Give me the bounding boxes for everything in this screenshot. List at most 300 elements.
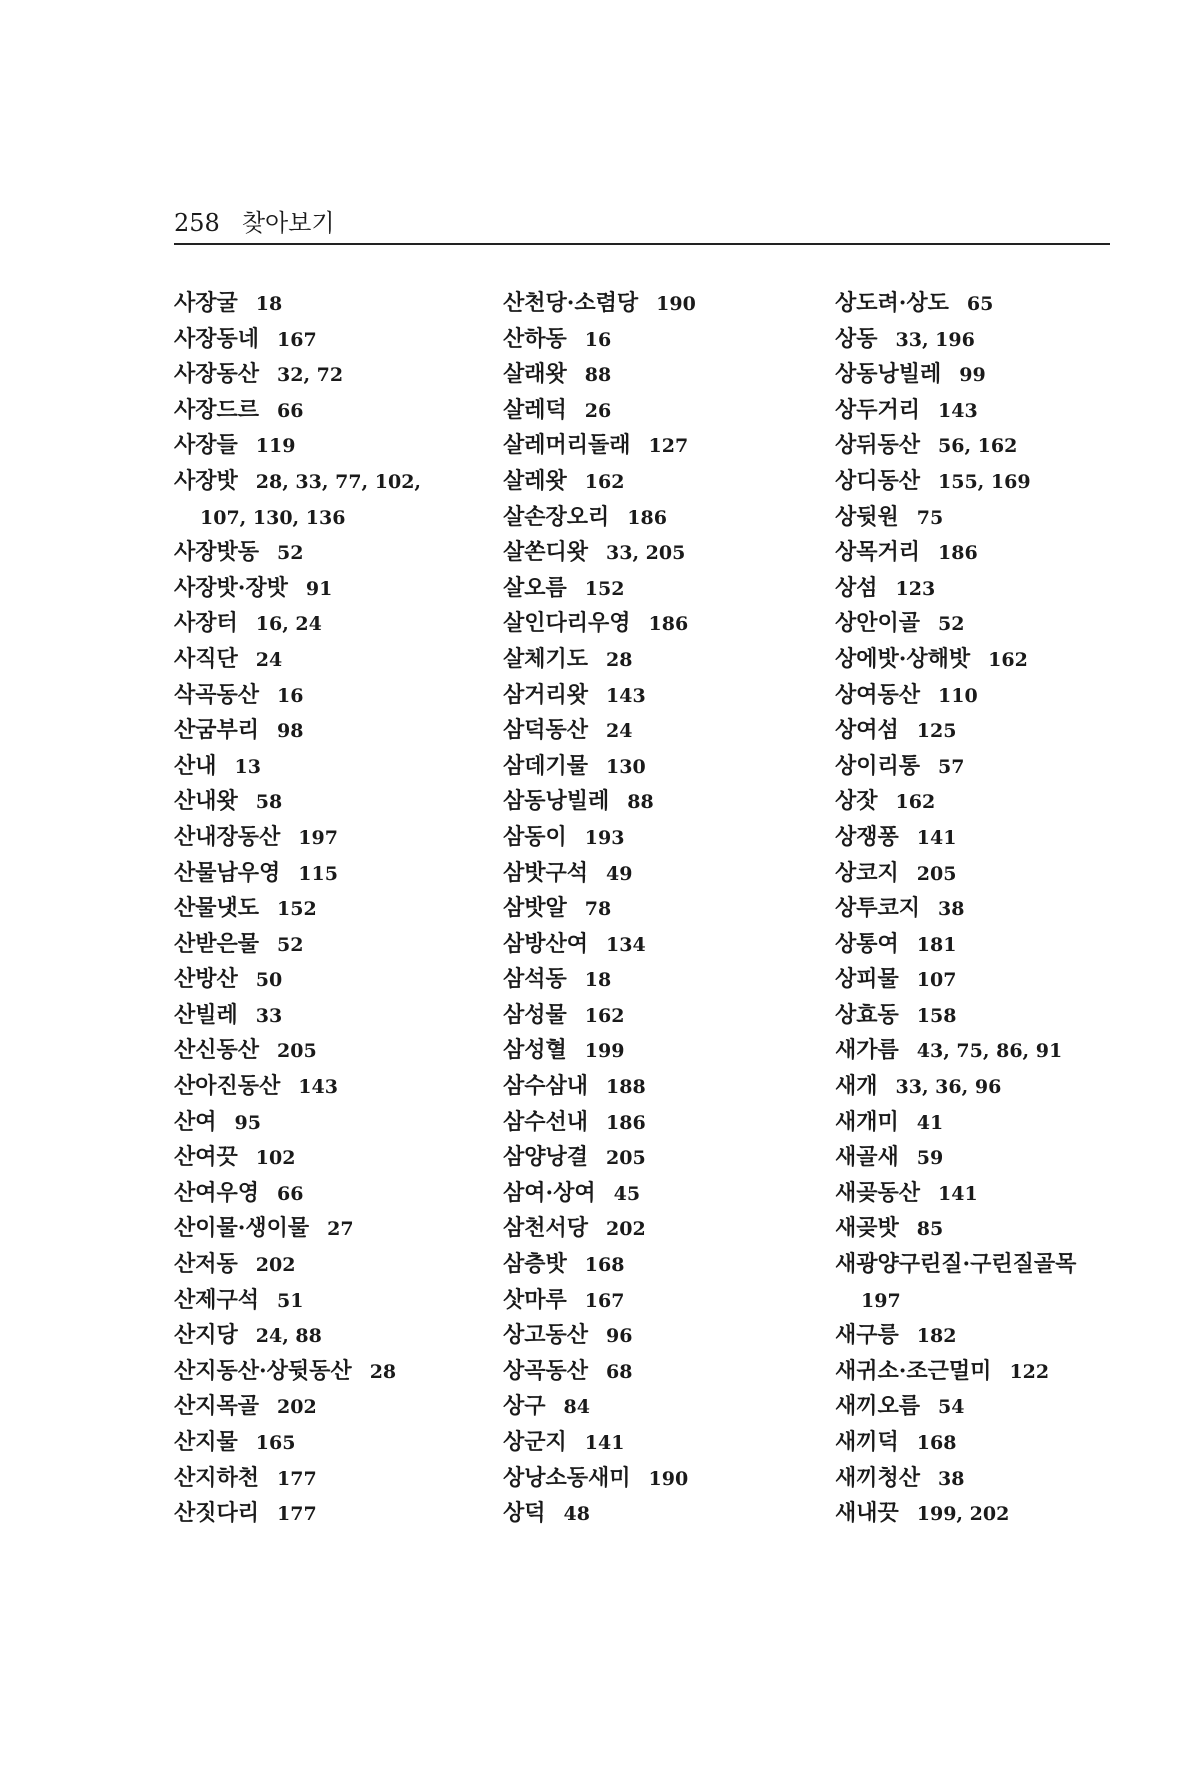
index-entry <box>174 713 504 749</box>
index-entry <box>174 357 504 393</box>
header-rule <box>174 243 1110 245</box>
index-pages: 123 <box>895 577 936 600</box>
index-entry <box>835 571 1165 607</box>
index-entry <box>503 357 833 393</box>
index-entry <box>174 1389 504 1425</box>
index-entry <box>174 606 504 642</box>
index-pages: 177 <box>277 1467 317 1490</box>
index-entry <box>174 1354 504 1390</box>
index-term: 삼데기물 <box>503 752 589 779</box>
index-pages: 162 <box>584 1004 625 1027</box>
index-term: 사장밧동 <box>174 539 260 566</box>
index-entry <box>503 571 833 607</box>
index-pages: 78 <box>584 898 612 921</box>
index-term: 상도려·상도 <box>835 290 949 316</box>
index-term: 상뒤동산 <box>835 432 921 459</box>
index-pages: 182 <box>916 1325 957 1348</box>
index-pages: 91 <box>305 577 333 600</box>
index-pages: 199, 202 <box>916 1503 1010 1526</box>
index-pages: 102 <box>255 1147 296 1170</box>
index-entry <box>174 535 504 571</box>
index-entry <box>835 428 1165 464</box>
index-pages: 33 <box>255 1004 283 1027</box>
index-entry <box>835 1247 1165 1283</box>
index-term: 새개 <box>835 1073 878 1100</box>
index-entry <box>503 1176 833 1212</box>
index-term: 새곶동산 <box>835 1179 921 1206</box>
index-pages: 24, 88 <box>255 1325 322 1348</box>
index-entry <box>503 1283 833 1319</box>
index-term: 삼동이 <box>503 823 567 850</box>
index-pages: 95 <box>234 1111 261 1134</box>
index-pages: 162 <box>988 648 1028 671</box>
index-term: 살쏜디왓 <box>503 539 589 566</box>
index-pages: 202 <box>277 1396 317 1419</box>
index-entry <box>503 1354 833 1390</box>
index-pages: 24 <box>606 720 633 743</box>
index-entry <box>174 1461 504 1497</box>
index-entry <box>174 820 504 856</box>
index-pages: 68 <box>606 1360 633 1383</box>
index-term: 새내끗 <box>835 1500 899 1527</box>
index-term: 산지당 <box>174 1322 238 1349</box>
index-entry <box>835 393 1165 429</box>
index-pages: 50 <box>255 969 283 992</box>
index-pages: 141 <box>584 1432 625 1454</box>
index-entry <box>835 784 1165 820</box>
index-entry <box>174 1140 504 1176</box>
index-term: 상덕 <box>503 1500 546 1527</box>
index-pages: 33, 196 <box>895 328 975 351</box>
index-entry <box>174 1283 504 1319</box>
index-pages: 58 <box>255 791 283 814</box>
index-entry <box>835 1283 1165 1319</box>
index-entry <box>503 784 833 820</box>
index-term: 삼밧구석 <box>503 859 589 886</box>
index-entry <box>503 749 833 785</box>
index-pages: 181 <box>916 933 957 956</box>
index-entry <box>835 927 1165 963</box>
index-term: 삭곡동산 <box>174 681 260 708</box>
index-pages: 24 <box>255 648 283 671</box>
index-pages: 88 <box>627 791 654 814</box>
index-pages: 85 <box>916 1218 944 1241</box>
index-pages: 152 <box>584 577 625 600</box>
index-pages: 57 <box>938 755 965 778</box>
index-term: 사장터 <box>174 610 238 637</box>
index-term: 산지물 <box>174 1429 238 1455</box>
index-term: 산여끗 <box>174 1144 238 1171</box>
index-term: 삼천서당 <box>503 1215 589 1242</box>
index-pages: 54 <box>938 1396 965 1419</box>
index-entry <box>835 962 1165 998</box>
index-pages: 45 <box>613 1182 641 1205</box>
index-entry <box>503 1461 833 1497</box>
index-pages: 33, 36, 96 <box>895 1076 1002 1099</box>
index-entry <box>503 891 833 927</box>
index-entry <box>503 1318 833 1354</box>
index-pages: 167 <box>277 328 317 351</box>
index-entry <box>503 1033 833 1069</box>
index-pages: 27 <box>327 1218 354 1241</box>
index-pages: 205 <box>916 862 957 885</box>
index-term: 살체기도 <box>503 645 589 672</box>
index-pages: 190 <box>656 293 696 315</box>
index-term: 삼동낭빌레 <box>503 788 610 815</box>
index-pages: 130 <box>606 755 646 778</box>
index-term: 삼양낭결 <box>503 1144 589 1171</box>
index-term: 산물남우영 <box>174 859 281 886</box>
index-term: 삼밧알 <box>503 895 567 922</box>
index-entry <box>503 927 833 963</box>
index-term: 살인다리우영 <box>503 610 631 637</box>
index-term: 사장밧 <box>174 467 238 494</box>
index-term: 새광양구린질·구린질골목 <box>835 1251 1077 1278</box>
index-term: 산받은물 <box>174 930 260 957</box>
index-entry <box>835 1069 1165 1105</box>
index-term: 상효동 <box>835 1001 899 1028</box>
index-pages: 168 <box>584 1254 625 1277</box>
index-pages: 165 <box>255 1432 296 1454</box>
index-term: 상디동산 <box>835 467 921 494</box>
index-pages: 49 <box>606 862 633 885</box>
index-pages: 18 <box>255 293 283 315</box>
index-term: 삼수삼내 <box>503 1073 589 1100</box>
index-term: 상동낭빌레 <box>835 361 942 388</box>
index-pages: 188 <box>606 1076 646 1099</box>
index-term: 삼방산여 <box>503 930 589 957</box>
index-pages: 75 <box>916 506 944 529</box>
index-pages: 41 <box>916 1111 944 1134</box>
index-entry <box>174 1033 504 1069</box>
page-title: 찾아보기 <box>241 209 335 237</box>
index-term: 새골새 <box>835 1144 899 1171</box>
index-entry <box>835 286 1165 322</box>
index-term: 산이물·생이물 <box>174 1215 310 1242</box>
index-entry <box>174 1425 504 1461</box>
index-entry <box>174 500 504 536</box>
page-number: 258 <box>174 209 220 237</box>
index-entry <box>503 820 833 856</box>
index-term: 산천당·소렴당 <box>503 290 639 316</box>
index-term: 산지하천 <box>174 1464 260 1491</box>
index-pages: 141 <box>938 1182 978 1205</box>
index-term: 상구 <box>503 1393 546 1420</box>
index-column-1 <box>174 286 504 1532</box>
index-pages: 107, 130, 136 <box>200 506 346 529</box>
index-entry <box>835 1496 1165 1532</box>
index-term: 산지목골 <box>174 1393 260 1420</box>
index-term: 상동 <box>835 325 878 352</box>
index-term: 상섬 <box>835 574 878 601</box>
index-term: 살레머리돌래 <box>503 432 631 459</box>
index-entry <box>174 998 504 1034</box>
index-entry <box>503 1069 833 1105</box>
index-pages: 186 <box>938 542 978 565</box>
index-term: 새구릉 <box>835 1322 899 1349</box>
index-entry <box>503 500 833 536</box>
index-term: 새끼덕 <box>835 1429 899 1455</box>
index-entry <box>503 1211 833 1247</box>
index-pages: 155, 169 <box>938 470 1031 493</box>
index-term: 상두거리 <box>835 396 921 423</box>
index-entry <box>503 322 833 358</box>
index-pages: 107 <box>916 969 957 992</box>
index-pages: 186 <box>627 506 667 529</box>
index-pages: 28, 33, 77, 102, <box>255 470 422 493</box>
index-pages: 56, 162 <box>938 435 1018 458</box>
index-pages: 186 <box>606 1111 646 1134</box>
index-entry <box>835 357 1165 393</box>
index-pages: 43, 75, 86, 91 <box>916 1040 1063 1063</box>
index-pages: 143 <box>298 1076 338 1099</box>
index-pages: 115 <box>298 862 338 885</box>
index-entry <box>835 1105 1165 1141</box>
index-term: 산굼부리 <box>174 717 260 744</box>
index-entry <box>503 393 833 429</box>
index-entry <box>835 856 1165 892</box>
index-term: 상낭소동새미 <box>503 1464 631 1491</box>
index-pages: 38 <box>938 898 965 921</box>
index-term: 새곶밧 <box>835 1215 899 1242</box>
index-entry <box>174 393 504 429</box>
index-term: 산방산 <box>174 966 238 993</box>
index-term: 산내왓 <box>174 788 238 815</box>
index-entry <box>503 856 833 892</box>
index-term: 산물냇도 <box>174 895 260 922</box>
index-entry <box>503 464 833 500</box>
index-entry <box>835 464 1165 500</box>
index-pages: 16 <box>584 328 612 351</box>
index-term: 산빌레 <box>174 1001 238 1028</box>
index-entry <box>174 428 504 464</box>
index-term: 상목거리 <box>835 539 921 566</box>
index-entry <box>174 1211 504 1247</box>
index-entry <box>503 1425 833 1461</box>
index-entry <box>835 1425 1165 1461</box>
index-entry <box>174 1069 504 1105</box>
index-entry <box>503 286 833 322</box>
index-term: 산여 <box>174 1108 217 1135</box>
index-pages: 52 <box>277 542 304 565</box>
index-entry <box>174 1176 504 1212</box>
index-term: 산짓다리 <box>174 1500 260 1527</box>
index-entry <box>503 962 833 998</box>
index-pages: 141 <box>916 826 957 849</box>
index-pages: 143 <box>606 684 646 707</box>
index-entry <box>174 927 504 963</box>
index-term: 삿마루 <box>503 1286 567 1313</box>
index-pages: 66 <box>277 399 304 422</box>
index-term: 상여섬 <box>835 717 899 744</box>
index-term: 사장동네 <box>174 325 260 352</box>
index-term: 산여우영 <box>174 1179 260 1206</box>
index-entry <box>174 322 504 358</box>
index-term: 살레덕 <box>503 396 567 423</box>
index-entry <box>174 464 504 500</box>
index-entry <box>835 1176 1165 1212</box>
index-pages: 134 <box>606 933 646 956</box>
index-term: 상에밧·상해밧 <box>835 645 971 672</box>
index-term: 새귀소·조근멀미 <box>835 1357 992 1384</box>
index-pages: 122 <box>1009 1360 1050 1383</box>
index-term: 살래왓 <box>503 361 567 388</box>
index-entry <box>503 1496 833 1532</box>
index-term: 산아진동산 <box>174 1073 281 1100</box>
index-entry <box>503 606 833 642</box>
index-pages: 52 <box>938 613 965 636</box>
index-term: 산신동산 <box>174 1037 260 1064</box>
index-pages: 38 <box>938 1467 965 1490</box>
index-term: 새끼오름 <box>835 1393 921 1420</box>
index-pages: 158 <box>916 1004 957 1027</box>
index-pages: 143 <box>938 399 978 422</box>
index-entry <box>174 962 504 998</box>
index-pages: 18 <box>584 969 612 992</box>
index-pages: 32, 72 <box>277 364 344 387</box>
index-term: 산내 <box>174 752 217 779</box>
index-entry <box>503 428 833 464</box>
index-pages: 193 <box>584 826 625 849</box>
index-pages: 205 <box>277 1040 317 1063</box>
index-term: 산지동산·상뒷동산 <box>174 1357 352 1384</box>
index-term: 산제구석 <box>174 1286 260 1313</box>
index-term: 상안이골 <box>835 610 921 637</box>
index-term: 삼층밧 <box>503 1251 567 1278</box>
index-pages: 28 <box>369 1360 397 1383</box>
index-pages: 162 <box>584 470 625 493</box>
index-pages: 52 <box>277 933 304 956</box>
index-term: 상고동산 <box>503 1322 589 1349</box>
index-entry <box>174 642 504 678</box>
index-pages: 110 <box>938 684 978 707</box>
index-term: 상여동산 <box>835 681 921 708</box>
index-entry <box>835 1354 1165 1390</box>
index-pages: 84 <box>563 1396 590 1419</box>
index-term: 상잣 <box>835 788 878 815</box>
index-term: 사장들 <box>174 432 238 459</box>
index-term: 상쟁퐁 <box>835 823 899 850</box>
index-entry <box>835 606 1165 642</box>
index-term: 산하동 <box>503 325 567 352</box>
index-term: 살손장오리 <box>503 503 610 530</box>
index-pages: 168 <box>916 1432 957 1454</box>
index-pages: 202 <box>606 1218 646 1241</box>
index-entry <box>835 1389 1165 1425</box>
index-pages: 167 <box>584 1289 625 1312</box>
index-term: 상군지 <box>503 1429 567 1455</box>
index-term: 상투코지 <box>835 895 921 922</box>
index-pages: 127 <box>648 435 689 458</box>
index-entry <box>835 1211 1165 1247</box>
index-entry <box>174 286 504 322</box>
index-pages: 125 <box>916 720 957 743</box>
index-pages: 96 <box>606 1325 633 1348</box>
index-term: 삼석동 <box>503 966 567 993</box>
index-pages: 88 <box>584 364 612 387</box>
index-entry <box>174 749 504 785</box>
index-term: 삼덕동산 <box>503 717 589 744</box>
index-pages: 190 <box>648 1467 689 1490</box>
index-column-2 <box>503 286 833 1532</box>
index-entry <box>835 1318 1165 1354</box>
index-term: 상뒷원 <box>835 503 899 530</box>
index-entry <box>174 1318 504 1354</box>
index-term: 삼거리왓 <box>503 681 589 708</box>
index-pages: 16, 24 <box>255 613 322 636</box>
index-entry <box>835 891 1165 927</box>
index-pages: 51 <box>277 1289 304 1312</box>
index-pages: 202 <box>255 1254 296 1277</box>
index-entry <box>835 500 1165 536</box>
index-entry <box>503 1247 833 1283</box>
index-term: 새개미 <box>835 1108 899 1135</box>
index-pages: 205 <box>606 1147 646 1170</box>
index-entry <box>835 322 1165 358</box>
index-term: 살레왓 <box>503 467 567 494</box>
index-entry <box>174 891 504 927</box>
index-term: 상이리통 <box>835 752 921 779</box>
index-term: 산내장동산 <box>174 823 281 850</box>
running-header <box>174 207 1110 239</box>
index-pages: 99 <box>959 364 986 387</box>
index-term: 삼성혈 <box>503 1037 567 1064</box>
index-term: 새끼청산 <box>835 1464 921 1491</box>
index-entry <box>835 678 1165 714</box>
index-entry <box>835 1461 1165 1497</box>
index-term: 상통여 <box>835 930 899 957</box>
index-entry <box>174 1247 504 1283</box>
index-entry <box>174 1496 504 1532</box>
index-term: 삼수선내 <box>503 1108 589 1135</box>
index-pages: 33, 205 <box>606 542 686 565</box>
index-term: 사직단 <box>174 645 238 672</box>
index-term: 사장굴 <box>174 290 238 316</box>
index-pages: 48 <box>563 1503 590 1526</box>
index-entry <box>503 998 833 1034</box>
index-pages: 26 <box>584 399 612 422</box>
index-entry <box>835 749 1165 785</box>
index-term: 산저동 <box>174 1251 238 1278</box>
index-pages: 197 <box>861 1289 901 1312</box>
index-entry <box>174 678 504 714</box>
index-entry <box>835 535 1165 571</box>
index-pages: 66 <box>277 1182 304 1205</box>
index-term: 상피물 <box>835 966 899 993</box>
index-entry <box>174 856 504 892</box>
index-term: 새가름 <box>835 1037 899 1064</box>
index-term: 살오름 <box>503 574 567 601</box>
index-term: 삼여·상여 <box>503 1179 596 1206</box>
index-term: 사장동산 <box>174 361 260 388</box>
index-entry <box>174 571 504 607</box>
index-entry <box>174 784 504 820</box>
index-term: 사장드르 <box>174 396 260 423</box>
index-pages: 16 <box>277 684 304 707</box>
index-pages: 119 <box>255 435 296 458</box>
index-column-3 <box>835 286 1165 1532</box>
index-entry <box>835 1033 1165 1069</box>
index-pages: 59 <box>916 1147 944 1170</box>
index-entry <box>503 1140 833 1176</box>
index-entry <box>503 678 833 714</box>
index-pages: 13 <box>234 755 261 778</box>
index-term: 상곡동산 <box>503 1357 589 1384</box>
index-entry <box>503 642 833 678</box>
index-entry <box>503 1389 833 1425</box>
index-entry <box>503 713 833 749</box>
index-pages: 199 <box>584 1040 625 1063</box>
